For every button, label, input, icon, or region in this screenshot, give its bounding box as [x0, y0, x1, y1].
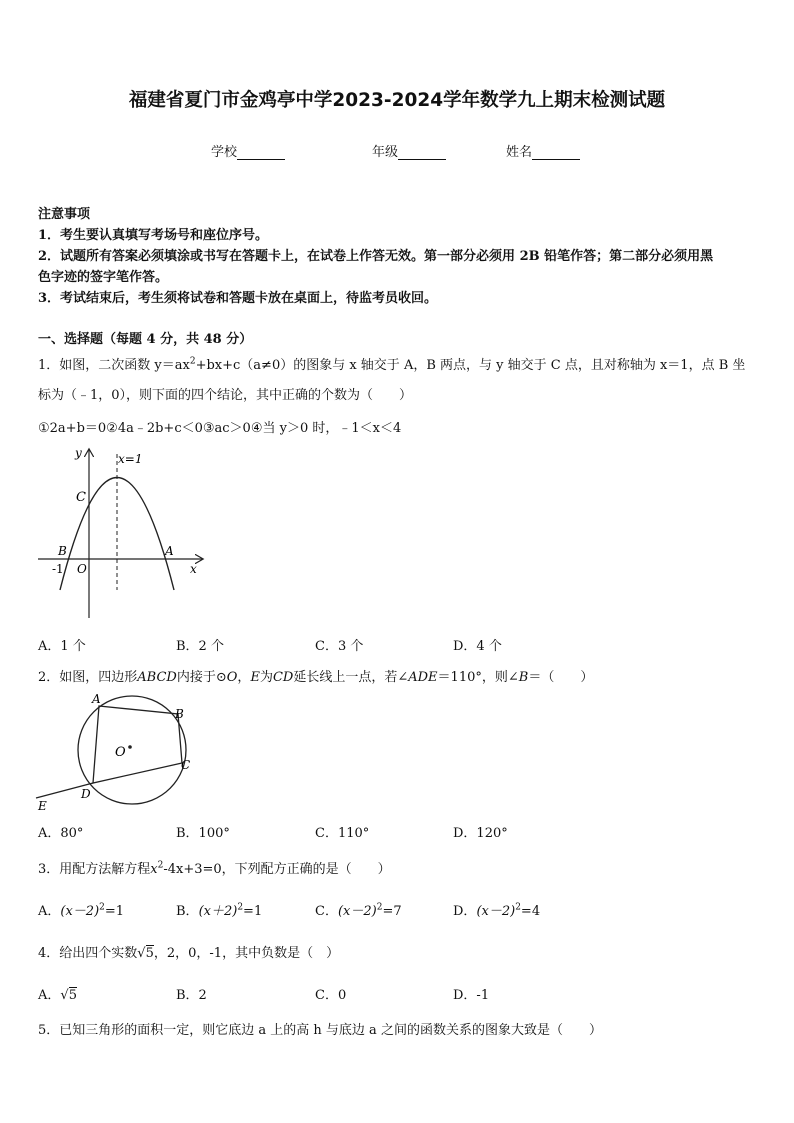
q3-option-label: A．: [38, 904, 61, 919]
q3-option-rhs: =1: [243, 904, 263, 919]
q3-sup: 2: [157, 860, 164, 871]
point-c-label: C: [76, 490, 86, 505]
q3-option-c[interactable]: [315, 900, 402, 919]
q3-option-sup: 2: [376, 902, 383, 913]
q2-var: O: [226, 670, 238, 685]
q2-text: ＝（ ）: [528, 670, 594, 685]
q4-option-a[interactable]: [38, 984, 77, 1003]
q3-option-sup: 2: [237, 902, 244, 913]
question-2: [38, 666, 593, 685]
q1-option-a[interactable]: A．1 个: [38, 639, 86, 654]
notice-heading: 注意事项: [38, 207, 91, 222]
question-1-line-2: 标为（﹣1，0），则下面的四个结论，其中正确的个数为（ ）: [38, 388, 413, 403]
q1-option-c[interactable]: C．3 个: [315, 639, 364, 654]
name-field: [506, 141, 580, 160]
center-point: [128, 745, 132, 749]
q2-var: ADE: [408, 670, 438, 685]
q2-text: ，: [237, 670, 251, 685]
notice-item: 2．试题所有答案必须填涂或书写在答题卡上，在试卷上作答无效。第一部分必须用 2B 铅笔作答；第二部分必须用黑: [38, 249, 714, 264]
q3-option-d[interactable]: [453, 900, 540, 919]
q4-option-label: A．: [38, 988, 61, 1003]
quadrilateral-abcd: [93, 706, 182, 783]
page-title: 福建省夏门市金鸡亭中学2023-2024学年数学九上期末检测试题: [128, 90, 666, 111]
notice-item: 色字迹的签字笔作答。: [38, 270, 169, 285]
q3-option-expr: (x－2): [337, 904, 377, 919]
point-c-label: C: [181, 758, 191, 772]
circle-o: [78, 696, 186, 804]
q2-option-b[interactable]: B．100°: [176, 826, 230, 841]
school-field: [211, 141, 285, 160]
question-1-line-3: ①2a+b＝0②4a﹣2b+c＜0③ac＞0④当 y＞0 时，﹣1＜x＜4: [38, 421, 402, 436]
q2-text: 内接于⊙: [176, 670, 227, 685]
sqrt-radicand: 5: [68, 988, 77, 1003]
q2-var: B: [518, 670, 529, 685]
q3-option-expr: (x－2): [60, 904, 100, 919]
q4-option-c[interactable]: C．0: [315, 988, 347, 1003]
q1-sup: 2: [189, 356, 196, 367]
point-a-label: A: [165, 544, 174, 558]
center-o-label: O: [115, 745, 126, 760]
sqrt-radicand: 5: [145, 946, 154, 961]
y-label: y: [75, 446, 82, 460]
q4-option-b[interactable]: B．2: [176, 988, 207, 1003]
name-label: 姓名: [506, 145, 533, 160]
x-label: x: [190, 562, 197, 576]
q3-option-sup: 2: [515, 902, 521, 913]
question-5: 5．已知三角形的面积一定，则它底边 a 上的高 h 与底边 a 之间的函数关系的图象大致是（ ）: [38, 1023, 602, 1038]
notice-item: 1．考生要认真填写考场号和座位序号。: [38, 228, 269, 243]
q3-option-b[interactable]: [176, 900, 262, 919]
q2-text: 延长线上一点，若∠: [293, 670, 409, 685]
point-b-label: B: [175, 707, 184, 721]
q4-text-b: ，2，0，-1，其中负数是（ ）: [153, 946, 340, 961]
point-a-label: A: [92, 692, 101, 706]
section-heading: 一、选择题（每题 4 分，共 48 分）: [38, 332, 253, 347]
q2-var: E: [250, 670, 260, 685]
parabola-figure: [30, 440, 220, 625]
q3-option-label: B．: [176, 904, 199, 919]
grade-blank[interactable]: [398, 145, 446, 160]
q2-option-c[interactable]: C．110°: [315, 826, 370, 841]
point-d-label: D: [81, 787, 91, 801]
question-3: [38, 858, 391, 877]
axis-label: x=1: [118, 452, 143, 466]
origin-label: O: [77, 562, 87, 576]
q2-text: ＝110°，则∠: [437, 670, 519, 685]
q1-option-b[interactable]: B．2 个: [176, 639, 224, 654]
q2-option-d[interactable]: D．120°: [453, 826, 508, 841]
notice-item: 3．考试结束后，考生须将试卷和答题卡放在桌面上，待监考员收回。: [38, 291, 438, 306]
sqrt-symbol: √: [60, 988, 69, 1003]
circle-figure: [30, 690, 210, 815]
q3-option-rhs: =1: [104, 904, 125, 919]
grade-label: 年级: [372, 145, 399, 160]
point-e-label: E: [38, 799, 47, 813]
q3-option-expr: (x－2): [476, 904, 516, 919]
q2-text: 为: [259, 670, 273, 685]
q1-text-a: 1．如图，二次函数 y＝ax: [38, 358, 190, 373]
q3-option-expr: (x＋2): [198, 904, 238, 919]
q3-option-a[interactable]: [38, 900, 124, 919]
q2-text: 2．如图，四边形: [38, 670, 138, 685]
name-blank[interactable]: [532, 145, 580, 160]
minus-one-label: -1: [52, 562, 64, 576]
school-blank[interactable]: [237, 145, 285, 160]
q1-option-d[interactable]: D．4 个: [453, 639, 502, 654]
question-1-line-1: [38, 354, 745, 373]
q3-option-rhs: =4: [520, 904, 541, 919]
q2-option-a[interactable]: A．80°: [38, 826, 84, 841]
question-4: [38, 942, 339, 961]
q2-var: ABCD: [137, 670, 177, 685]
q3-text-a: 3．用配方法解方程: [38, 862, 151, 877]
q1-text-b: +bx+c（a≠0）的图象与 x 轴交于 A，B 两点，与 y 轴交于 C 点，且对称轴为 x＝1，点 B 坐: [195, 358, 746, 373]
q3-option-sup: 2: [99, 902, 105, 913]
q3-option-label: C．: [315, 904, 338, 919]
grade-field: [372, 141, 446, 160]
q4-option-d[interactable]: D．-1: [453, 988, 490, 1003]
point-b-label: B: [58, 544, 67, 558]
q3-option-rhs: =7: [382, 904, 402, 919]
q3-var: x: [150, 862, 158, 877]
school-label: 学校: [211, 145, 238, 160]
sqrt-symbol: √: [137, 946, 146, 961]
q2-var: CD: [272, 670, 294, 685]
q3-option-label: D．: [453, 904, 477, 919]
q3-text-b: -4x+3=0，下列配方正确的是（ ）: [163, 862, 391, 877]
q4-text-a: 4．给出四个实数: [38, 946, 138, 961]
